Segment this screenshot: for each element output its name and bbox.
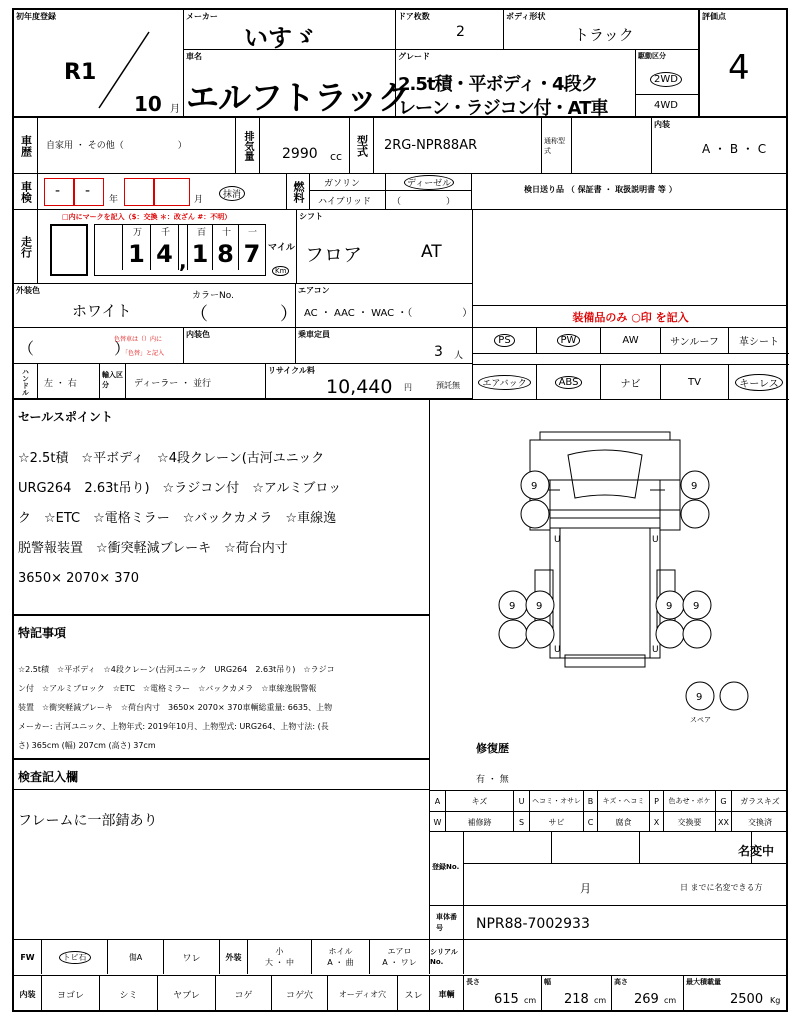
capacity-cell [296,328,472,363]
tire-mark: 9 [531,481,538,492]
maker-label: メーカー [186,12,218,21]
interior-item[interactable]: シミ [100,976,158,1012]
ac-value: AC ・ AAC ・ WAC ・（ ） [304,308,473,319]
inspection-notes-title: 検査記入欄 [18,770,79,784]
repaint-note-1: 色替車は（）内に [114,336,163,343]
insp-box-3[interactable] [124,178,154,206]
repair-value: 有 ・ 無 [476,775,509,785]
repaint-note-2: 「色替」と記入 [122,350,165,357]
disp-unit: cc [330,150,343,163]
first-reg-month: 10 [134,92,162,116]
import-value: ディーラー ・ 並行 [134,379,212,389]
width-cell: 幅 218 cm [542,976,612,1012]
mileage-note: □内にマークを記入（$：交換 ＊：改ざん #：不明） [62,213,232,221]
insp-expired: 抹消 [219,186,245,201]
interior-item[interactable]: オーディオ穴 [328,976,398,1012]
auction-sheet [12,8,788,1012]
fuel-hybrid: ハイブリッド [310,191,386,209]
odometer-comma: , [179,249,187,273]
special-notes-body [18,660,335,755]
fuel-diesel: ディーゼル [386,174,472,191]
doors-value: 2 [456,24,465,40]
notes-line: ン付 ☆アルミブロック ☆ETC ☆電格ミラー ☆バックカメラ ☆車線逸脱警報 [18,684,317,693]
legend-row-1: A キズ U ヘコミ・オサレ B キズ・ヘコミ P 色あせ・ボケ G ガラスキズ [430,791,788,812]
odometer [94,224,266,276]
first-registration-cell [14,10,184,118]
equip-pw[interactable]: PW [537,328,601,354]
fw-item-crack[interactable]: ワレ [164,940,220,974]
maker-cell [184,10,396,50]
fuel-gasoline: ガソリン [310,174,386,191]
capacity-value: 3 [434,344,443,360]
capacity-unit: 人 [454,351,464,361]
serial-label: シリアルNo. [430,940,464,974]
equipment-header: 装備品のみ ○印 を記入 [472,306,788,328]
notes-line: メーカー: 古河ユニック、上物年式: 2019年10月、上物型式: URG264、上物寸法: (長 [18,722,329,731]
shift-value: フロア [305,244,363,266]
repaint-paren: （ ） [18,339,131,358]
special-notes-section [14,616,430,760]
registration-section [430,832,788,906]
digit-5: 十 8 [213,225,239,270]
capacity-label: 乗車定員 [298,330,330,339]
km-label: Km [272,266,289,276]
interior-item[interactable]: コゲ穴 [272,976,328,1012]
aero-cell[interactable]: エアロ A ・ ワレ [370,940,430,974]
interior-color-label: 内装色 [186,330,210,339]
recycle-unit: 円 [404,383,412,392]
insp-box-4[interactable] [154,178,190,206]
tire-fl2-icon [521,500,549,528]
truck-diagram [430,400,788,730]
spare-label: スペア [690,716,711,724]
tire-rl2-outer-icon [499,620,527,648]
exterior-color-value: ホワイト [72,302,132,320]
handle-label: ハンドル [14,364,38,399]
equipment-grid [472,328,788,400]
score-cell [700,10,788,118]
grade-line-1: 2.5t積・平ボディ・4段ク [398,74,598,95]
fuel-label: 燃料 [286,174,310,209]
digit-4: 百 1 [187,225,213,270]
insp-month-unit: 月 [194,195,204,205]
digit-0 [95,225,123,270]
notes-line: ☆2.5t積 ☆平ボディ ☆4段クレーン(古河ユニック URG264 2.63t吊り) ☆ラジコ [18,665,335,674]
sales-line: 脱警報装置 ☆衝突軽減ブレーキ ☆荷台内寸 [18,541,288,556]
exterior-label: 外装 [220,940,248,974]
bottom-row-2 [14,976,788,1012]
model-value: 2RG-NPR88AR [384,138,478,153]
color-no-value: （ ） [190,304,298,325]
body-label: ボディ形状 [506,12,546,21]
chassis-value: NPR88-7002933 [476,916,590,932]
car-name-cell [184,50,410,118]
inspection-row [14,174,788,210]
wheel-cell[interactable]: ホイル A ・ 曲 [312,940,370,974]
drive-2wd: 2WD [650,72,682,87]
damage-legend [430,790,788,832]
chassis-section [430,906,788,940]
damage-mark: U [652,535,659,545]
interior-damage-label: 内装 [14,976,42,1012]
interior-item[interactable]: ヨゴレ [42,976,100,1012]
sales-line: ☆2.5t積 ☆平ボディ ☆4段クレーン(古河ユニック [18,451,325,466]
reg-day-text: 日 までに名変できる方 [680,883,763,892]
equip-airbag[interactable]: エアバック [473,364,537,400]
damage-mark: U [554,645,561,655]
sales-line: URG264 2.63t吊り) ☆ラジコン付 ☆アルミブロッ [18,481,342,496]
exterior-size[interactable]: 小 大 ・ 中 [248,940,312,974]
length-cell: 長さ 615 cm [464,976,542,1012]
color-row [14,284,472,328]
damage-mark: U [554,535,561,545]
docs-text: 検日送り品 （ 保証書 ・ 取扱説明書 等 ） [524,185,677,194]
repair-label: 修復歴 [476,742,509,755]
drive-cell [636,50,700,118]
fw-item-chip[interactable]: トビ石 [42,940,108,974]
grade-line-2: レーン・ラジコン付・AT車 [398,98,608,119]
tire-rr2-outer-icon [683,620,711,648]
equip-abs[interactable]: ABS [537,364,601,400]
fuel-other: （ ） [386,191,472,209]
recycle-label: リサイクル料 [268,366,315,375]
insp-year-unit: 年 [109,195,119,205]
docs-cell [472,174,788,209]
car-name-label: 車名 [186,52,202,61]
tire-mark: 9 [691,481,698,492]
drive-label: 駆動区分 [638,52,666,60]
history-row [14,118,788,174]
digit-1: 万 1 [123,225,151,270]
color-no-label: カラーNo. [192,291,234,301]
doors-label: ドア枚数 [398,12,430,21]
sales-line: 3650× 2070× 370 [18,571,140,586]
fw-item-scratch[interactable]: 傷A [108,940,164,974]
shift-type: AT [421,242,442,262]
recycle-value: 10,440 [326,376,393,398]
insp-box-1[interactable]: - [44,178,74,206]
equip-tv[interactable]: TV [661,364,729,400]
first-reg-label: 初年度登録 [16,12,56,21]
sales-line: ク ☆ETC ☆電格ミラー ☆バックカメラ ☆車線逸 [18,511,337,526]
mileage-row [14,210,472,284]
insp-box-2[interactable]: - [74,178,104,206]
tire-rr2-inner-icon [656,620,684,648]
interior-value: A ・ B ・ C [702,142,767,156]
interior-item[interactable]: コゲ [216,976,272,1012]
equip-navi[interactable]: ナビ [601,364,661,400]
recycle-status: 預託無 [436,381,460,390]
tire-fr2-icon [681,500,709,528]
damage-mark: U [652,645,659,655]
load-cell: 最大積載量 2500 Kg [686,978,781,1007]
tire-mark: 9 [696,692,703,703]
reg-month-unit: 月 [580,882,591,895]
docs-area [472,210,788,306]
score-value: 4 [728,48,750,88]
handle-value: 左 ・ 右 [44,379,77,389]
sales-points-section [14,400,430,616]
month-unit: 月 [170,104,180,115]
tire-rl2-inner-icon [526,620,554,648]
grade-cell [396,50,636,118]
grade-label: グレード [398,52,430,61]
body-cell [504,10,700,50]
doors-cell [396,10,504,50]
interior-item[interactable]: ヤブレ [158,976,216,1012]
mile-label: マイル [268,243,295,253]
car-name-value: エルフトラック [186,78,410,117]
vehicle-diagram-section [430,400,788,790]
drive-4wd: 4WD [654,100,678,111]
shift-label: シフト [299,212,323,221]
inspection-label: 車検 [14,174,38,209]
history-label: 車歴 [14,118,38,173]
equip-sunroof[interactable]: サンルーフ [661,328,729,354]
handle-row [14,364,472,400]
notes-line: 装置 ☆衝突軽減ブレーキ ☆荷台内寸 3650× 2070× 370車輌総重量: 6635、上物 [18,703,333,712]
sales-points-title: セールスポイント [18,410,113,424]
equip-leather[interactable]: 革シート [729,328,789,354]
digit-2: 千 4 [151,225,179,270]
tsusho-label: 通称型式 [544,137,565,155]
inspection-notes-text: フレームに一部錆あり [18,813,158,829]
reg-no-label: 登録No. [432,863,460,871]
tire-mark: 9 [693,601,700,612]
height-cell: 高さ 269 cm [612,976,684,1012]
mileage-label: 走行 [14,210,38,283]
equip-ps[interactable]: PS [473,328,537,354]
interior-label: 内装 [654,120,670,129]
tire-mark: 9 [509,601,516,612]
tire-mark: 9 [536,601,543,612]
equip-aw[interactable]: AW [601,328,661,354]
disp-value: 2990 [282,146,318,162]
fw-label: FW [14,940,42,974]
notes-line: さ) 365cm (幅) 207cm (高さ) 37cm [18,741,156,750]
name-change: 名変中 [738,844,775,858]
digit-6: 一 7 [243,228,261,268]
bottom-row-1 [14,940,788,976]
first-reg-era: R1 [64,60,97,85]
model-label: 型式 [350,118,374,173]
mileage-mark-box[interactable] [50,224,88,276]
shift-cell [296,210,472,283]
equip-keyless[interactable]: キーレス [729,364,789,400]
special-notes-title: 特記事項 [18,626,67,640]
score-label: 評価点 [702,12,726,21]
tire-mark: 9 [666,601,673,612]
disp-label: 排気量 [236,118,260,173]
maker-value: いすゞ [244,24,316,52]
repaint-row [14,328,472,364]
import-label: 輸入区分 [102,371,123,389]
exterior-color-label: 外装色 [16,286,40,295]
legend-row-2: W 補修跡 S サビ C 腐食 X 交換要 XX 交換済 [430,812,788,832]
chassis-label: 車体番号 [436,913,457,932]
history-text: 自家用 ・ その他（ ） [46,141,187,151]
ac-cell [296,284,472,327]
ac-label: エアコン [298,286,330,295]
spare-tire-2-icon [720,682,748,710]
inspection-notes-section [14,760,430,940]
interior-item[interactable]: スレ [398,976,430,1012]
body-value: トラック [574,26,634,44]
sales-points-body [18,444,341,594]
dims-label: 車輌 [430,976,464,1012]
recycle-cell [266,364,472,399]
